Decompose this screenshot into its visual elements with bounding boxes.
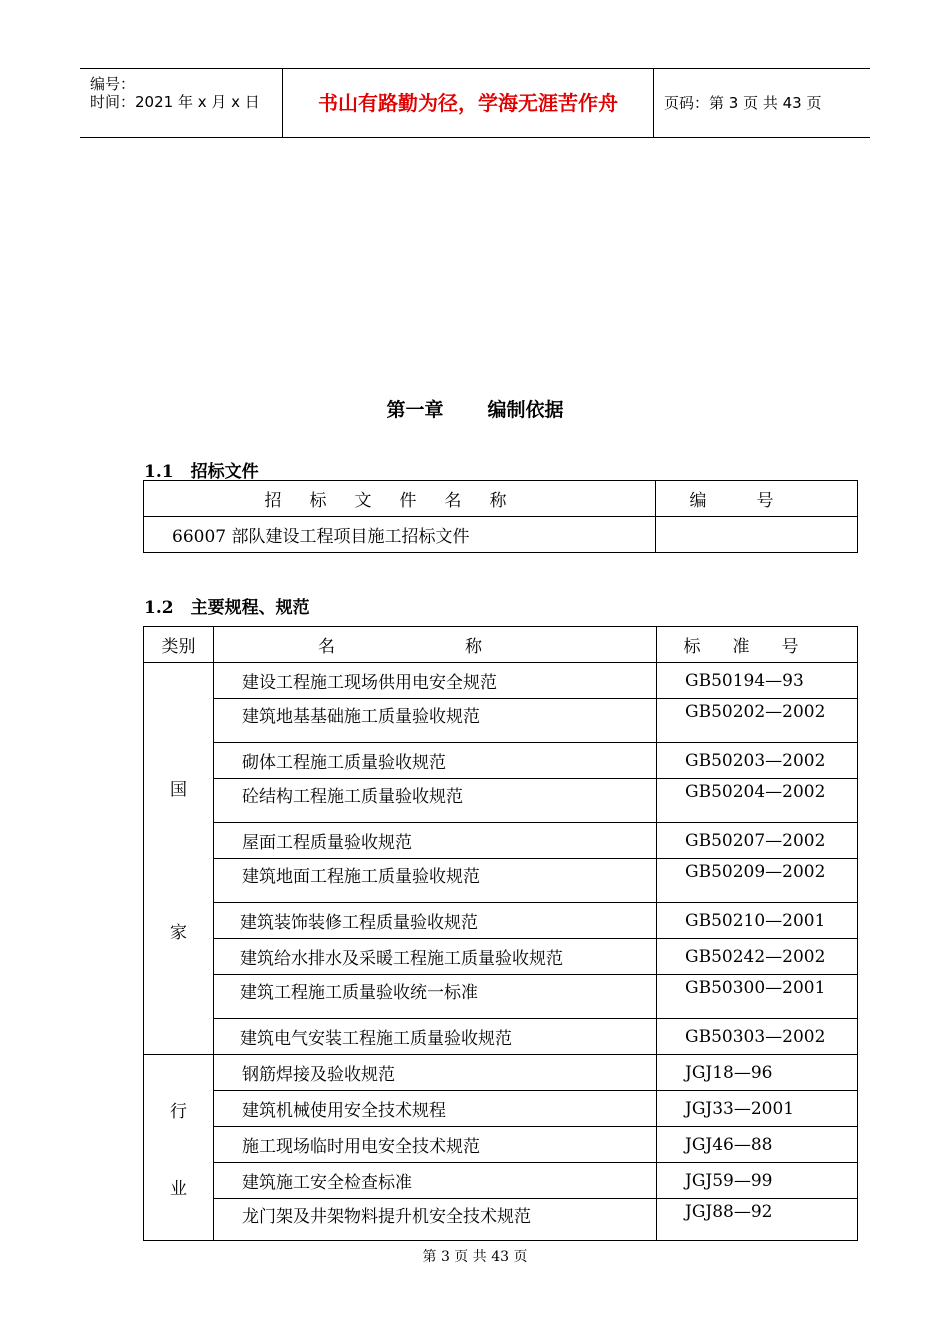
standard-code: JGJ18—96 xyxy=(657,1055,858,1091)
table-row xyxy=(144,1091,858,1127)
table-row xyxy=(144,517,858,553)
table-row xyxy=(144,743,858,779)
standard-code: GB50242—2002 xyxy=(657,939,858,975)
table-row xyxy=(144,1019,858,1055)
category-national xyxy=(144,663,214,1055)
header-doc-number: 编号 xyxy=(656,481,858,517)
standard-name: 屋面工程质量验收规范 xyxy=(214,823,657,859)
section-1-title: 1.1 招标文件 xyxy=(144,462,259,482)
standard-name: 建筑电气安装工程施工质量验收规范 xyxy=(214,1019,657,1055)
standard-code: GB50194—93 xyxy=(657,663,858,699)
standard-code: JGJ46—88 xyxy=(657,1127,858,1163)
tender-documents-table xyxy=(143,480,858,553)
header-meta xyxy=(80,69,283,137)
category-national-char2: 家 xyxy=(170,922,187,943)
standard-name: 建设工程施工现场供用电安全规范 xyxy=(214,663,657,699)
category-industry-char1: 行 xyxy=(170,1101,187,1122)
table-row xyxy=(144,699,858,743)
table-row xyxy=(144,859,858,903)
page-header xyxy=(80,68,870,138)
table-row xyxy=(144,903,858,939)
standard-name: 施工现场临时用电安全技术规范 xyxy=(214,1127,657,1163)
doc-name-cell: 66007 部队建设工程项目施工招标文件 xyxy=(144,517,656,553)
table-row xyxy=(144,939,858,975)
standard-name: 砌体工程施工质量验收规范 xyxy=(214,743,657,779)
standard-code: JGJ59—99 xyxy=(657,1163,858,1199)
standard-code: GB50203—2002 xyxy=(657,743,858,779)
standard-code: JGJ33—2001 xyxy=(657,1091,858,1127)
standard-code: GB50209—2002 xyxy=(657,859,858,903)
standard-name: 建筑机械使用安全技术规程 xyxy=(214,1091,657,1127)
page-footer: 第 3 页 共 43 页 xyxy=(422,1249,528,1265)
standard-code: GB50204—2002 xyxy=(657,779,858,823)
section-2-title: 1.2 主要规程、规范 xyxy=(144,598,310,618)
table-row xyxy=(144,663,858,699)
chapter-title xyxy=(0,395,950,422)
table-row xyxy=(144,779,858,823)
standards-table xyxy=(143,626,858,1241)
standard-name: 砼结构工程施工质量验收规范 xyxy=(214,779,657,823)
header-motto: 书山有路勤为径，学海无涯苦作舟 xyxy=(283,69,654,137)
standard-name: 钢筋焊接及验收规范 xyxy=(214,1055,657,1091)
chapter-number: 第一章 xyxy=(386,399,444,421)
table-row xyxy=(144,1163,858,1199)
category-national-char1: 国 xyxy=(170,779,187,800)
chapter-name: 编制依据 xyxy=(487,399,564,421)
table-row xyxy=(144,823,858,859)
table-row xyxy=(144,1055,858,1091)
standard-code: GB50303—2002 xyxy=(657,1019,858,1055)
table-row xyxy=(144,1199,858,1241)
standard-code: GB50207—2002 xyxy=(657,823,858,859)
header-date-label: 时间：2021 年 x 月 x 日 xyxy=(90,93,260,111)
header-name: 名称 xyxy=(214,627,657,663)
header-code: 标准号 xyxy=(657,627,858,663)
standard-code: JGJ88—92 xyxy=(657,1199,858,1241)
standard-code: GB50300—2001 xyxy=(657,975,858,1019)
standard-name: 建筑工程施工质量验收统一标准 xyxy=(214,975,657,1019)
table-header-row xyxy=(144,627,858,663)
table-header-row xyxy=(144,481,858,517)
category-industry xyxy=(144,1055,214,1241)
standard-code: GB50202—2002 xyxy=(657,699,858,743)
standard-name: 龙门架及井架物料提升机安全技术规范 xyxy=(214,1199,657,1241)
header-category: 类别 xyxy=(144,627,214,663)
standard-name: 建筑装饰装修工程质量验收规范 xyxy=(214,903,657,939)
doc-number-cell xyxy=(656,517,858,553)
standard-code: GB50210—2001 xyxy=(657,903,858,939)
standard-name: 建筑地面工程施工质量验收规范 xyxy=(214,859,657,903)
header-number-label: 编号： xyxy=(90,75,136,93)
table-row xyxy=(144,1127,858,1163)
standard-name: 建筑施工安全检查标准 xyxy=(214,1163,657,1199)
category-industry-char2: 业 xyxy=(170,1178,187,1199)
header-doc-name: 招标文件名称 xyxy=(144,481,656,517)
table-row xyxy=(144,975,858,1019)
standard-name: 建筑地基基础施工质量验收规范 xyxy=(214,699,657,743)
header-page-info: 页码：第 3 页 共 43 页 xyxy=(664,94,822,112)
standard-name: 建筑给水排水及采暖工程施工质量验收规范 xyxy=(214,939,657,975)
